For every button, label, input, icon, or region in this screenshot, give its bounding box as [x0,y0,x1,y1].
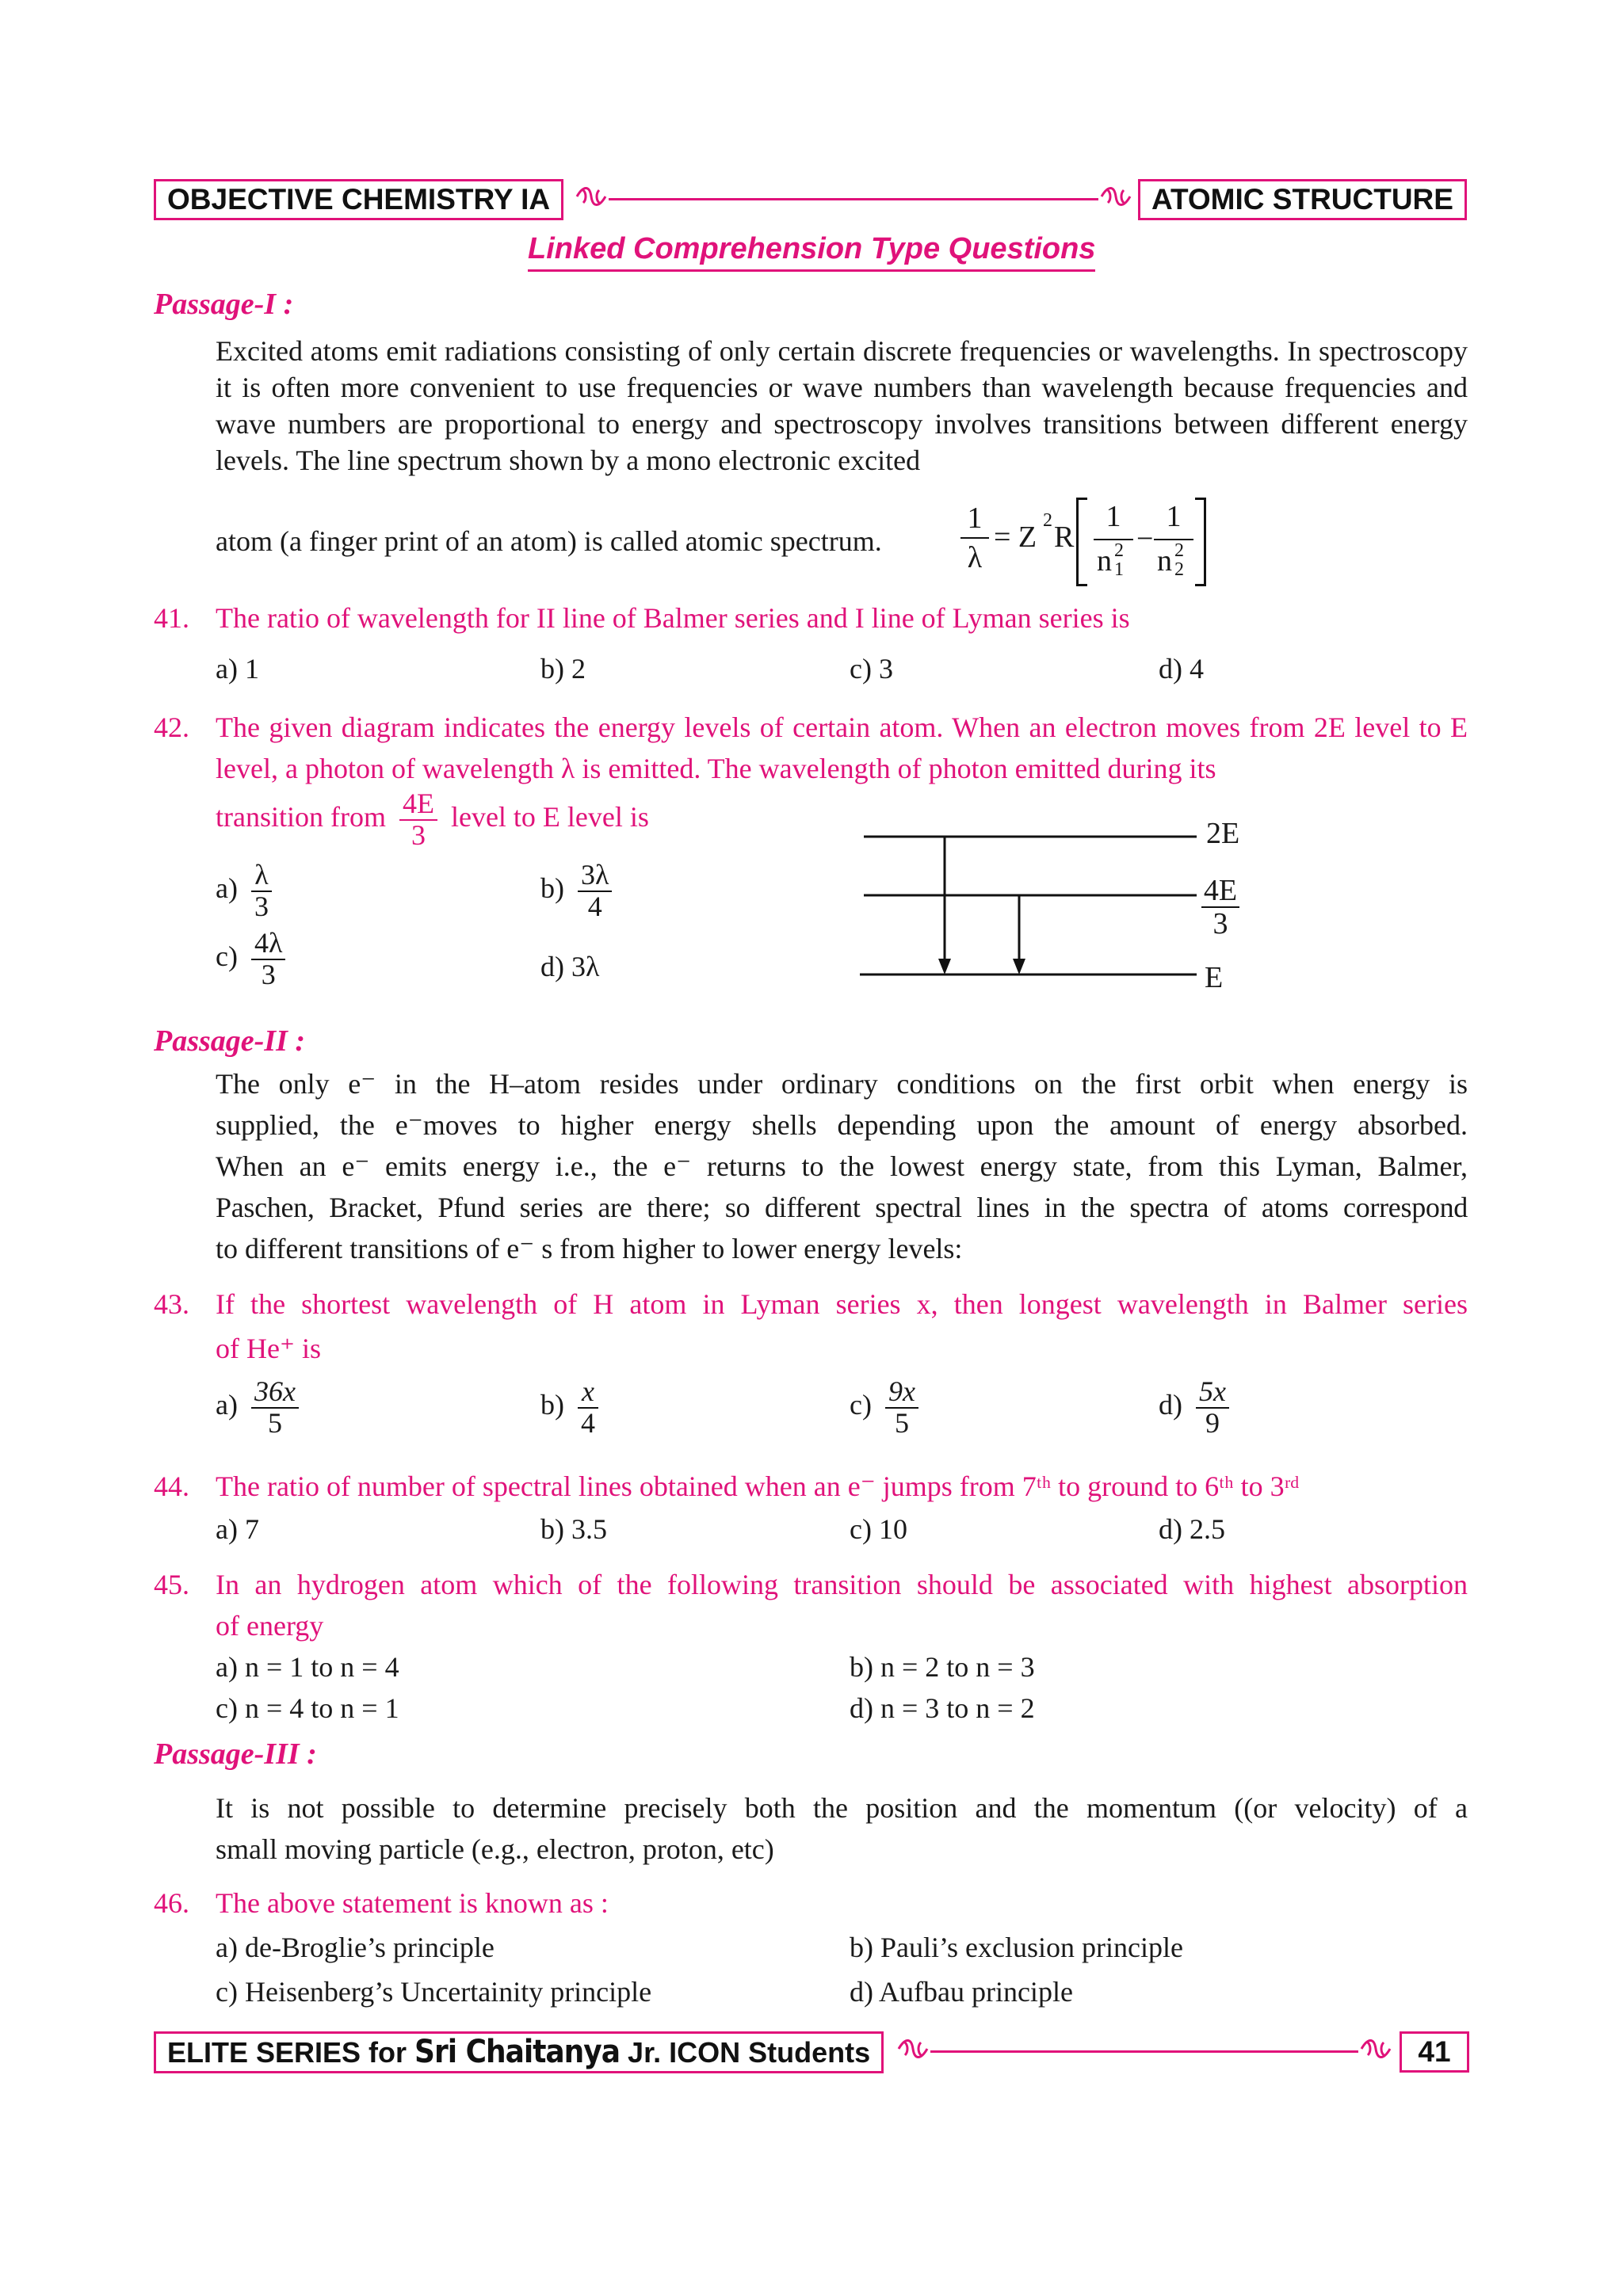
q42-option-c-frac [251,929,285,990]
q42-option-a-label: a) [216,872,238,905]
level-e-label: E [1205,961,1224,994]
level-4e3-num: 4E [1201,875,1239,908]
q44-number: 44. [154,1470,189,1502]
footer-rule [930,2050,1358,2053]
formula-z-sup: 2 [1043,510,1052,531]
passage-3-label: Passage-III : [154,1737,317,1771]
q42-option-a-frac [251,860,272,922]
q42-option-b-frac [578,860,612,922]
q42-fraction [399,789,437,851]
q45-option-b[interactable]: b) n = 2 to n = 3 [850,1651,1035,1683]
arrowhead-2 [1013,959,1025,974]
q42-line3 [216,789,649,851]
q43-option-b-den: 4 [578,1407,598,1439]
level-2e-label: 2E [1206,817,1240,850]
q42-option-b-num: 3λ [581,859,609,891]
header-left-title: OBJECTIVE CHEMISTRY IA [154,179,563,220]
q42-number: 42. [154,711,189,743]
q43-option-c-num: 9x [888,1375,915,1407]
q43-option-b-num: x [582,1375,594,1407]
q42-option-a-den: 3 [251,891,272,922]
q43-option-b-label: b) [540,1389,564,1421]
q42-text-part2: is emitted. The wavelength of photon emitted during its [582,753,1216,784]
passage-1-label: Passage-I : [154,288,294,321]
q43-option-d-label: d) [1159,1389,1182,1421]
level-4e3-label [1201,875,1239,940]
q42-option-b-den: 4 [578,891,612,922]
q45-option-a[interactable]: a) n = 1 to n = 4 [216,1651,399,1683]
q41-option-b[interactable]: b) 2 [540,653,586,685]
ornament-icon [896,2031,930,2070]
q43-option-c-den: 5 [885,1407,918,1439]
passage-2-line: supplied, the e⁻moves to higher energy shells depending upon the amount of energy absorbed. [216,1109,1468,1141]
q42-frac-den: 3 [399,819,437,851]
rydberg-formula [960,498,1214,593]
formula-left-bracket [1076,498,1087,586]
formula-eq: = Z [994,521,1037,554]
passage-2-text [216,1063,1468,1269]
q44-option-d[interactable]: d) 2.5 [1159,1513,1225,1545]
q43-option-c-label: c) [850,1389,872,1421]
q41-option-c[interactable]: c) 3 [850,653,893,685]
q42-option-a[interactable] [216,860,272,922]
arrowhead-1 [938,959,951,974]
ornament-icon [1358,2031,1393,2070]
q42-text-part1: The given diagram indicates the energy levels of certain atom. When an electron moves from 2E level to E level, a photon of wavelength [216,711,1468,784]
q42-option-c-label: c) [216,940,238,973]
q44-option-b[interactable]: b) 3.5 [540,1513,607,1545]
q43-option-a-num: 36x [254,1375,296,1407]
q45-option-d[interactable]: d) n = 3 to n = 2 [850,1692,1035,1724]
q41-text: The ratio of wavelength for II line of Balmer series and I line of Lyman series is [216,602,1130,634]
footer-series-b: Jr. ICON Students [620,2036,871,2069]
q42-line3-start: transition from [216,801,386,833]
formula-n2-sub: 2 [1174,559,1184,580]
q41-number: 41. [154,602,189,634]
passage-3-line1: It is not possible to determine precisely both the position and the momentum ((or velocity) of a [216,1792,1468,1824]
q44-option-a[interactable]: a) 7 [216,1513,259,1545]
formula-frac2-num: 1 [1166,500,1182,533]
footer-series-box [154,2031,884,2073]
q43-option-d-frac [1196,1377,1229,1439]
level-4e3-den: 3 [1212,907,1228,940]
footer-series-a: ELITE SERIES for [167,2036,415,2069]
q43-line1: If the shortest wavelength of H atom in Lyman series x, then longest wavelength in Balmer series [216,1288,1468,1320]
formula-n2-sq: 2 [1174,540,1184,561]
q46-number: 46. [154,1887,189,1919]
formula-bar [960,537,989,539]
passage-1-text: Excited atoms emit radiations consisting of only certain discrete frequencies or wavelengths. In spectroscopy it is often more convenient to use frequencies or wave numbers than wavelength because frequencies and wave numbers are proportional to energy and spectroscopy involves transitions between different energy levels. The line spectrum shown by a mono electronic excited [216,335,1468,476]
energy-level-diagram [856,816,1268,998]
q43-option-d[interactable] [1159,1377,1229,1439]
passage-2-line: When an e⁻ emits energy i.e., the e⁻ returns to the lowest energy state, from this Lyman, Balmer, [216,1150,1468,1182]
passage-1-last-line: atom (a finger print of an atom) is called atomic spectrum. [216,525,882,557]
header-right-title: ATOMIC STRUCTURE [1138,179,1467,220]
footer-brand: Sri Chaitanya [414,2034,621,2070]
q43-option-c-frac [885,1377,918,1439]
q45-option-c[interactable]: c) n = 4 to n = 1 [216,1692,399,1724]
q41-option-d[interactable]: d) 4 [1159,653,1204,685]
formula-n1-sub: 1 [1114,559,1124,580]
q42-lambda: λ [560,753,575,784]
section-title: Linked Comprehension Type Questions [528,230,1095,272]
q42-option-a-num: λ [254,859,269,891]
q45-number: 45. [154,1569,189,1600]
q43-option-a[interactable] [216,1377,299,1439]
q43-option-d-den: 9 [1196,1407,1229,1439]
formula-frac1-num: 1 [1106,500,1121,533]
formula-r: R [1054,521,1075,554]
q42-text [216,707,1468,789]
q43-option-b[interactable] [540,1377,598,1439]
q46-option-d[interactable]: d) Aufbau principle [850,1976,1073,2008]
page-number: 41 [1400,2031,1469,2073]
q42-option-d[interactable]: d) 3λ [540,951,600,982]
q44-text: The ratio of number of spectral lines obtained when an e⁻ jumps from 7ᵗʰ to ground to 6ᵗʰ to 3ʳᵈ [216,1470,1300,1502]
q43-line2: of He⁺ is [216,1333,321,1364]
q41-option-a[interactable]: a) 1 [216,653,259,685]
passage-2-label: Passage-II : [154,1024,306,1058]
q43-option-c[interactable] [850,1377,918,1439]
q43-option-b-frac [578,1377,598,1439]
passage-2-line: Paschen, Bracket, Pfund series are there; so different spectral lines in the spectra of atoms correspond [216,1192,1468,1223]
q42-frac-num: 4E [402,788,434,819]
q43-option-a-frac [251,1377,299,1439]
formula-one: 1 [967,502,983,535]
q46-option-b[interactable]: b) Pauli’s exclusion principle [850,1932,1183,1963]
formula-lambda: λ [967,541,983,574]
q43-number: 43. [154,1288,189,1320]
q43-option-d-num: 5x [1199,1375,1226,1407]
header-rule [609,198,1098,200]
formula-right-bracket [1195,498,1206,586]
q42-option-c-num: 4λ [254,927,283,959]
q44-option-c[interactable]: c) 10 [850,1513,907,1545]
q45-line2: of energy [216,1610,324,1642]
q46-text: The above statement is known as : [216,1887,609,1919]
passage-2-line: to different transitions of e⁻ s from higher to lower energy levels: [216,1233,963,1264]
formula-frac2-bar [1154,539,1193,540]
q42-option-b-label: b) [540,872,564,905]
formula-n1-sq: 2 [1114,540,1124,561]
formula-minus: − [1136,522,1154,555]
ornament-icon [1098,179,1133,218]
formula-n2: n [1157,544,1172,578]
q46-option-a[interactable]: a) de-Broglie’s principle [216,1932,495,1963]
q42-line3-end: level to E level is [450,801,649,833]
q42-option-c[interactable] [216,929,285,990]
ornament-icon [574,179,609,218]
q42-option-b[interactable] [540,860,612,922]
passage-2-line: The only e⁻ in the H–atom resides under ordinary conditions on the first orbit when energy is [216,1068,1468,1100]
q46-option-c[interactable]: c) Heisenberg’s Uncertainity principle [216,1976,652,2008]
q42-option-c-den: 3 [251,959,285,990]
q43-option-a-label: a) [216,1389,238,1421]
passage-3-line2: small moving particle (e.g., electron, proton, etc) [216,1833,774,1865]
q43-option-a-den: 5 [251,1407,299,1439]
formula-frac1-bar [1094,539,1133,540]
formula-n1: n [1097,544,1112,578]
q45-line1: In an hydrogen atom which of the following transition should be associated with highest absorption [216,1569,1468,1600]
